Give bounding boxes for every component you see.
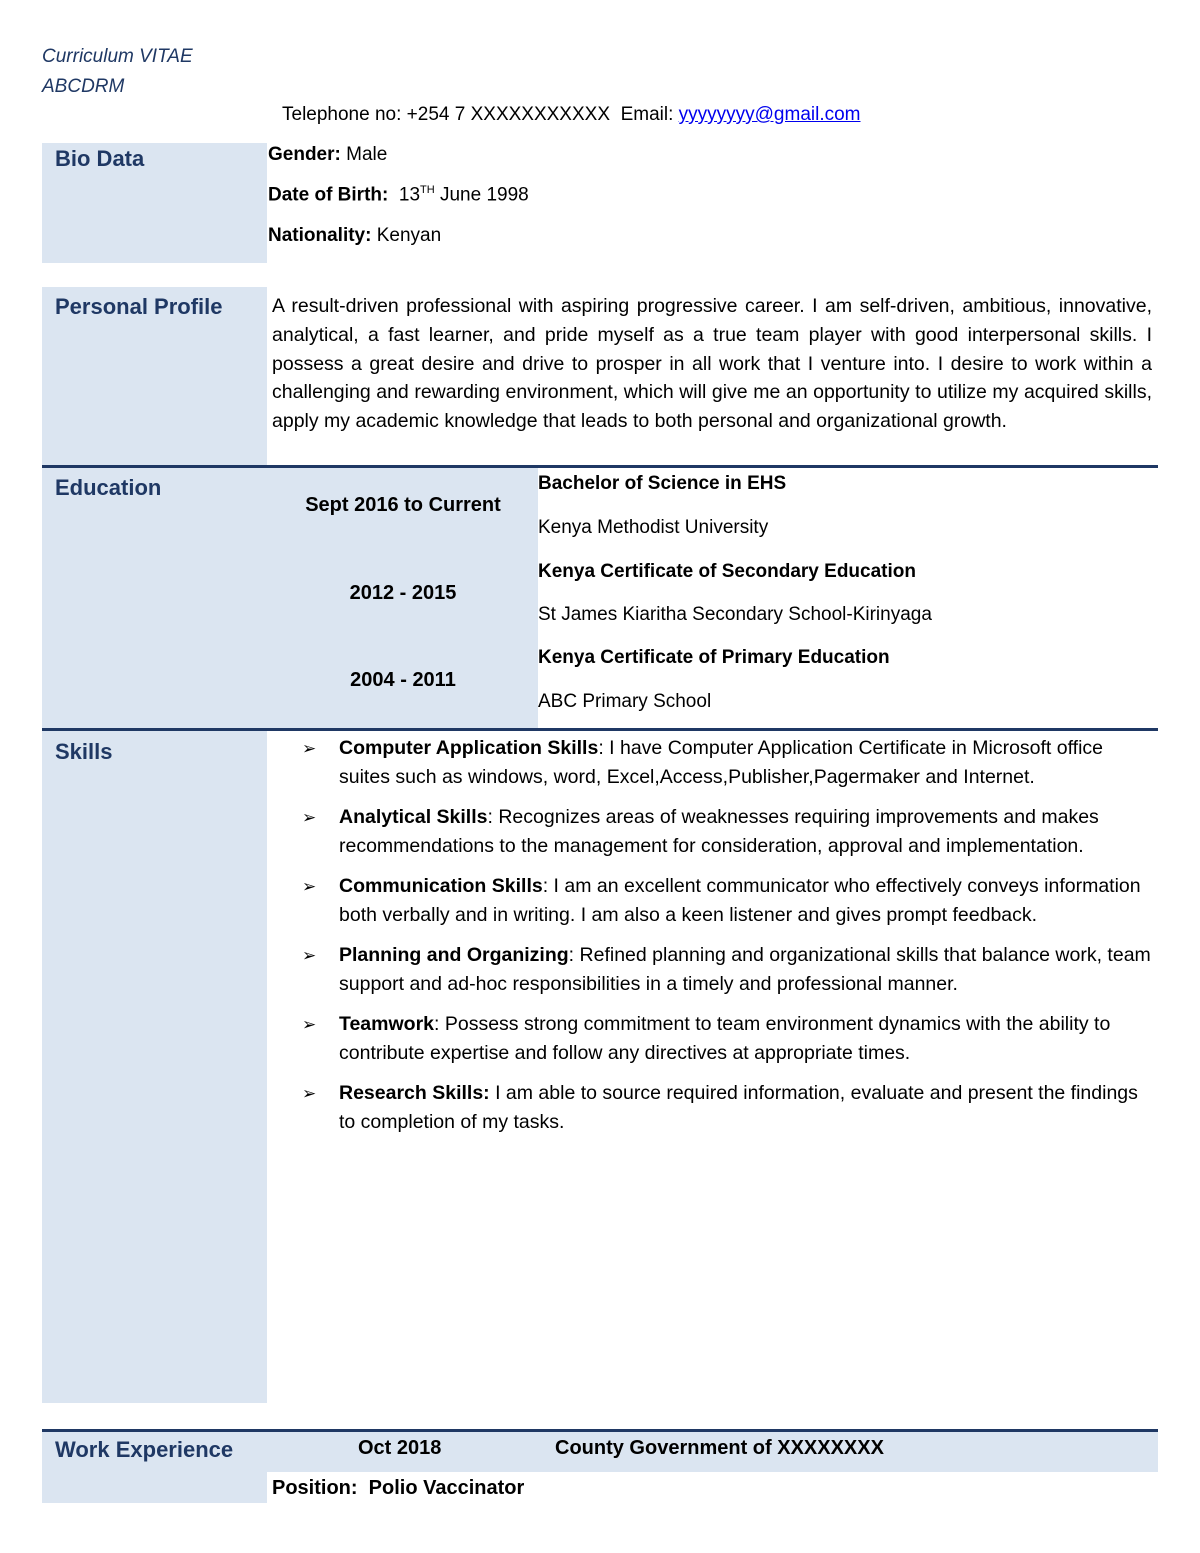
dob-suffix: TH bbox=[420, 184, 435, 196]
edu-institution: St James Kiaritha Secondary School-Kirinyaga bbox=[538, 604, 932, 625]
dob-label: Date of Birth: bbox=[268, 184, 389, 206]
gender-row bbox=[268, 144, 387, 166]
arrow-bullet-icon: ➢ bbox=[302, 877, 317, 896]
phone-number: +254 7 XXXXXXXXXXX bbox=[406, 104, 610, 125]
skill-description: Possess strong commitment to team environment dynamics with the ability to contribute expertise and follow any directives at appropriate times. bbox=[339, 1013, 1111, 1064]
arrow-bullet-icon: ➢ bbox=[302, 946, 317, 965]
nationality-row bbox=[268, 225, 441, 247]
skills-side-panel bbox=[42, 731, 267, 1403]
skill-name: Computer Application Skills bbox=[339, 737, 599, 759]
skill-description: I am an excellent communicator who effectively conveys information both verbally and in writing. I am also a keen listener and gives prompt feedback. bbox=[339, 875, 1141, 926]
dob-rest: June 1998 bbox=[439, 184, 529, 206]
edu-qualification: Kenya Certificate of Secondary Education bbox=[538, 561, 916, 582]
skill-separator: : bbox=[542, 875, 554, 897]
arrow-bullet-icon: ➢ bbox=[302, 1015, 317, 1034]
dob-row bbox=[268, 184, 529, 206]
email-label: Email: bbox=[620, 104, 674, 125]
edu-institution: Kenya Methodist University bbox=[538, 517, 769, 538]
skill-description: I am able to source required information, evaluate and present the findings to completion of my tasks. bbox=[339, 1082, 1138, 1133]
skill-item bbox=[302, 1079, 1158, 1137]
email-link[interactable]: yyyyyyyy@gmail.com bbox=[678, 104, 861, 125]
edu-qualification: Kenya Certificate of Primary Education bbox=[538, 647, 890, 668]
skill-item bbox=[302, 803, 1158, 861]
education-section-title: Education bbox=[55, 475, 162, 500]
work-side-panel bbox=[42, 1472, 267, 1503]
skill-item bbox=[302, 1010, 1158, 1068]
skill-separator: : bbox=[598, 737, 610, 759]
bio-section-title: Bio Data bbox=[55, 146, 145, 171]
skill-name: Research Skills: bbox=[339, 1082, 490, 1104]
edu-date: 2004 - 2011 bbox=[350, 669, 456, 691]
skill-name: Teamwork bbox=[339, 1013, 435, 1035]
edu-institution: ABC Primary School bbox=[538, 691, 712, 712]
candidate-name: ABCDRM bbox=[42, 76, 125, 97]
arrow-bullet-icon: ➢ bbox=[302, 808, 317, 827]
nationality-value: Kenyan bbox=[376, 225, 442, 246]
arrow-bullet-icon: ➢ bbox=[302, 739, 317, 758]
cv-title: Curriculum VITAE bbox=[42, 46, 193, 67]
phone-label: Telephone no: bbox=[282, 104, 402, 125]
skill-item bbox=[302, 734, 1158, 792]
skill-name: Analytical Skills bbox=[339, 806, 488, 828]
skill-item bbox=[302, 941, 1158, 999]
skills-section-title: Skills bbox=[55, 739, 113, 764]
skill-name: Planning and Organizing bbox=[339, 944, 569, 966]
edu-qualification: Bachelor of Science in EHS bbox=[538, 473, 787, 494]
gender-label: Gender: bbox=[268, 144, 341, 165]
skill-description: Refined planning and organizational skills that balance work, team support and ad-hoc responsibilities in a timely and professional manner. bbox=[339, 944, 1151, 995]
skill-separator: : bbox=[487, 806, 499, 828]
position-value: Polio Vaccinator bbox=[368, 1477, 525, 1499]
edu-date: 2012 - 2015 bbox=[349, 582, 457, 604]
profile-text: A result-driven professional with aspiring progressive career. I am self-driven, ambitious, innovative, analytical, a fast learner, and pride myself as a true team player with good interpersonal skills. I possess a great desire and drive to prosper in all work that I venture into. I desire to work within a challenging and rewarding environment, which will give me an opportunity to utilize my acquired skills, apply my academic knowledge that leads to both personal and organizational growth. bbox=[272, 295, 1152, 433]
skill-name: Communication Skills bbox=[339, 875, 543, 897]
dob-day: 13 bbox=[398, 184, 421, 206]
skills-list bbox=[302, 734, 1158, 1148]
work-section-title: Work Experience bbox=[55, 1437, 234, 1462]
work-position-row bbox=[272, 1477, 524, 1500]
nationality-label: Nationality: bbox=[268, 225, 372, 246]
skill-description: Recognizes areas of weaknesses requiring improvements and makes recommendations to the management for consideration, approval and implementation. bbox=[339, 806, 1099, 857]
skill-description: I have Computer Application Certificate in Microsoft office suites such as windows, word, Excel,Access,Publisher,Pagermaker and Internet. bbox=[339, 737, 1104, 788]
edu-date: Sept 2016 to Current bbox=[305, 494, 501, 516]
skill-item bbox=[302, 872, 1158, 930]
work-employer: County Government of XXXXXXXX bbox=[555, 1437, 884, 1459]
gender-value: Male bbox=[346, 144, 388, 165]
arrow-bullet-icon: ➢ bbox=[302, 1084, 317, 1103]
work-date: Oct 2018 bbox=[358, 1437, 442, 1459]
contact-line bbox=[282, 104, 861, 126]
skill-separator: : bbox=[434, 1013, 445, 1035]
position-label: Position: bbox=[272, 1477, 358, 1499]
skill-separator: : bbox=[568, 944, 580, 966]
profile-section-title: Personal Profile bbox=[55, 294, 223, 319]
